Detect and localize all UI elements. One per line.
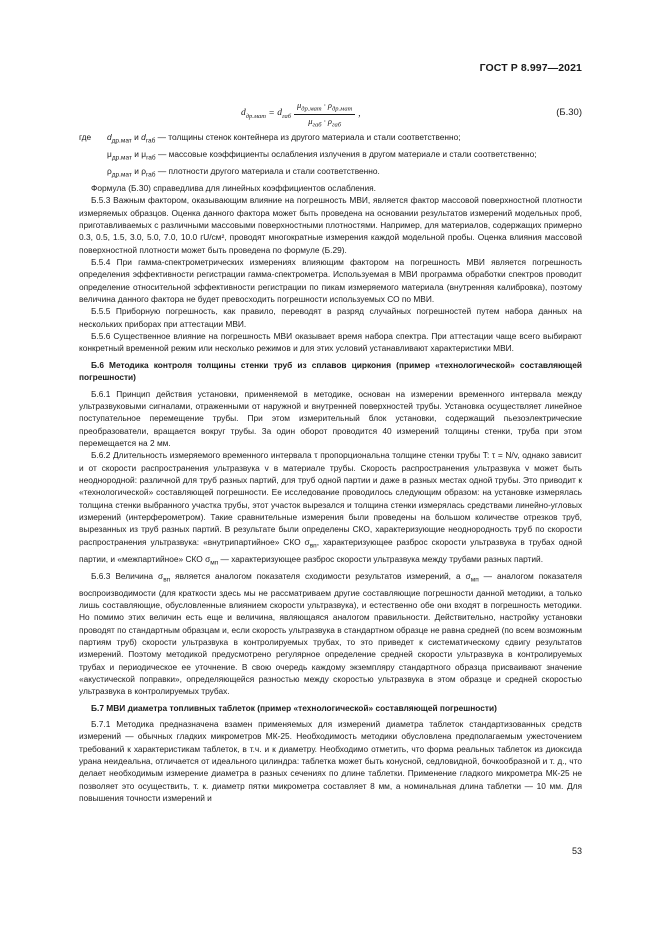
formula-lhs: $d_{др.мат}$ bbox=[241, 108, 267, 121]
paragraph-b62: Б.6.2 Длительность измеряемого временного интервала τ пропорциональна толщине стенки трубы T: τ = N/v, однако зависит и от скорости распространения ультразвука v в материале трубы. Скорость распространения ультразвука v может быть неоднородной: различной для труб разных партий, для труб одной партии и даже в разных местах одной трубы. Это приводит к «технологической» составляющей погрешности. Ее исследование проводилось следующим образом: на установке измерялась толщина стенки выбранного участка трубы, этот участок вырезался и толщина стенки измерялась средствами линейно-угловых измерений (интерферометром). Такие сравнительные измерения были проведены на большом количестве отрезков труб, вырезанных из труб разных партий. В результате были определены СКО, характеризующие неоднородность труб по скорости распространения ультразвука: «внутрипартийное» СКО $\sigma_{вп}$, характеризующее разброс скорости ультразвука в трубах одной партии, и «межпартийное» СКО $\sigma_{мп}$ — характеризующее разброс скорости ультразвука между трубами разных партий. bbox=[79, 450, 582, 567]
paragraph-b63: Б.6.3 Величина $\sigma_{вп}$ является аналогом показателя сходимости результатов измерений, а $\sigma_{мп}$ — аналогом показателя воспроизводимости (для краткости здесь мы не рассматриваем другие составляющие погрешности данной методики, а только лишь составляющие, обусловленные влиянием скорости ультразвука), и естественно обе они входят в погрешность методики. Но помимо этих величин есть еще и величина, являющаяся аналогом правильности. Действительно, настройку установки проводят по стандартным образцам и, если скорость ультразвука в стандартном образце не равна средней (по всем возможным партиям труб) скорости ультразвука в контролируемых трубах, то это приведет к систематическому сдвигу результатов измерений. Поэтому методикой предусмотрено регулярное определение средней скорости ультразвука в контролируемых трубах и периодическое ее уточнение. В свою очередь каждому экземпляру стандартного образца присваивают значение «акустической поправки», определяющейся разностью между скоростью ультразвука в этом образце и средней скоростью ультразвука в контролируемых трубах. bbox=[79, 570, 582, 697]
formula-equals: = bbox=[266, 109, 278, 120]
formula-number: (Б.30) bbox=[556, 107, 582, 118]
body-text bbox=[79, 131, 582, 804]
formula-b30 bbox=[79, 96, 582, 134]
fraction-numerator: $\mu_{др.мат} \cdot \rho_{др.мат}$ bbox=[294, 100, 355, 115]
definition-row: $\mu_{др.мат}$ и $\mu_{габ}$ — массовые коэффициенты ослабления излучения в другом материале и стали соответственно; bbox=[107, 149, 537, 162]
paragraph-b71: Б.7.1 Методика предназначена взамен применяемых для измерений диаметра таблеток стандартизованных средств измерений — обычных гладких микрометров МК-25. Необходимость методики обусловлена предполагаемым ужесточением требований к характеристикам таблеток, в т.ч. и к диаметру. Необходимо отметить, что форма реальных таблеток из диоксида урана неидеальна, отличается от идеального цилиндра: таблетка может быть конусной, седловидной, бочкообразной и т. д., что делает необходимым измерение диаметра в разных сечениях по длине таблетки. Применение гладкого микрометра МК-25 не позволяет это осуществить, т. к. диаметр пятки микрометра составляет 8 мм, а номинальная длина таблетки — 10 мм. Для повышения точности измерений и bbox=[79, 719, 582, 804]
formula-rhs: $d_{габ}$ bbox=[277, 108, 291, 121]
formula-fraction bbox=[294, 100, 355, 128]
definition-row: где $d_{др.мат}$ и $d_{габ}$ — толщины стенок контейнера из другого материала и стали соответственно; bbox=[79, 131, 582, 148]
fraction-denominator: $\mu_{габ} \cdot \rho_{габ}$ bbox=[308, 115, 342, 129]
definitions-list bbox=[79, 131, 582, 182]
formula-expression bbox=[241, 100, 361, 128]
section-heading-b7: Б.7 МВИ диаметра топливных таблеток (пример «технологической» составляющей погрешности) bbox=[91, 702, 497, 713]
standard-header: ГОСТ Р 8.997—2021 bbox=[479, 62, 582, 74]
paragraph-b53: Б.5.3 Важным фактором, оказывающим влияние на погрешность МВИ, является фактор массовой поверхностной плотности измеряемых образцов. Оценка данного фактора может быть проведена на основании результатов измерений модельных проб, приготавливаемых с различными массовыми поверхностными плотностями. Например, для материалов, содержащих примерно 0.3, 0.5, 1.5, 3.0, 5.0, 7.0, 10.0 гU/см², проводят многократные измерения каждой модельной пробы. Оценка влияния массовой поверхностной плотности может быть проведена по формуле (Б.29). bbox=[79, 195, 582, 255]
section-heading-b6: Б.6 Методика контроля толщины стенки труб из сплавов циркония (пример «технологической» составляющей погрешности) bbox=[79, 359, 582, 383]
paragraph-b61: Б.6.1 Принцип действия установки, применяемой в методике, основан на измерении временного интервала между ультразвуковыми сигналами, отраженными от наружной и внутренней поверхностей трубы. Установка осуществляет линейное поступательное перемещение трубы. При этом измерительный блок установки, содержащий пьезоэлектрические преобразователи, вращается вокруг трубы. За один оборот проводится 40 измерений толщины стенки, труба при этом перемещается на 2 мм. bbox=[79, 388, 582, 448]
paragraph-b54: Б.5.4 При гамма-спектрометрических измерениях влияющим фактором на погрешность МВИ является погрешность определения эффективности регистрации гамма-спектрометра. Используемая в МВИ программа обработки спектров проводит определение относительной эффективности регистрации по пикам измеряемого материала (внутренняя калибровка), поэтому величина данного фактора не будет превосходить погрешности используемых СО по МВИ. bbox=[79, 257, 582, 305]
paragraph-b56: Б.5.6 Существенное влияние на погрешность МВИ оказывает время набора спектра. При аттестации чаще всего выбирают конкретный временной режим или несколько режимов и для этих условий устанавливают характеристики МВИ. bbox=[79, 331, 582, 354]
definition-row: $\rho_{др.мат}$ и $\rho_{габ}$ — плотности другого материала и стали соответственно. bbox=[107, 166, 380, 179]
paragraph-formula-note: Формула (Б.30) справедлива для линейных коэффициентов ослабления. bbox=[91, 183, 376, 193]
page-number: 53 bbox=[571, 846, 582, 856]
where-label: где bbox=[79, 132, 92, 142]
paragraph-b55: Б.5.5 Приборную погрешность, как правило, переводят в разряд случайных погрешностей путем набора данных на нескольких приборах при аттестации МВИ. bbox=[79, 306, 582, 329]
formula-comma: , bbox=[358, 109, 361, 120]
